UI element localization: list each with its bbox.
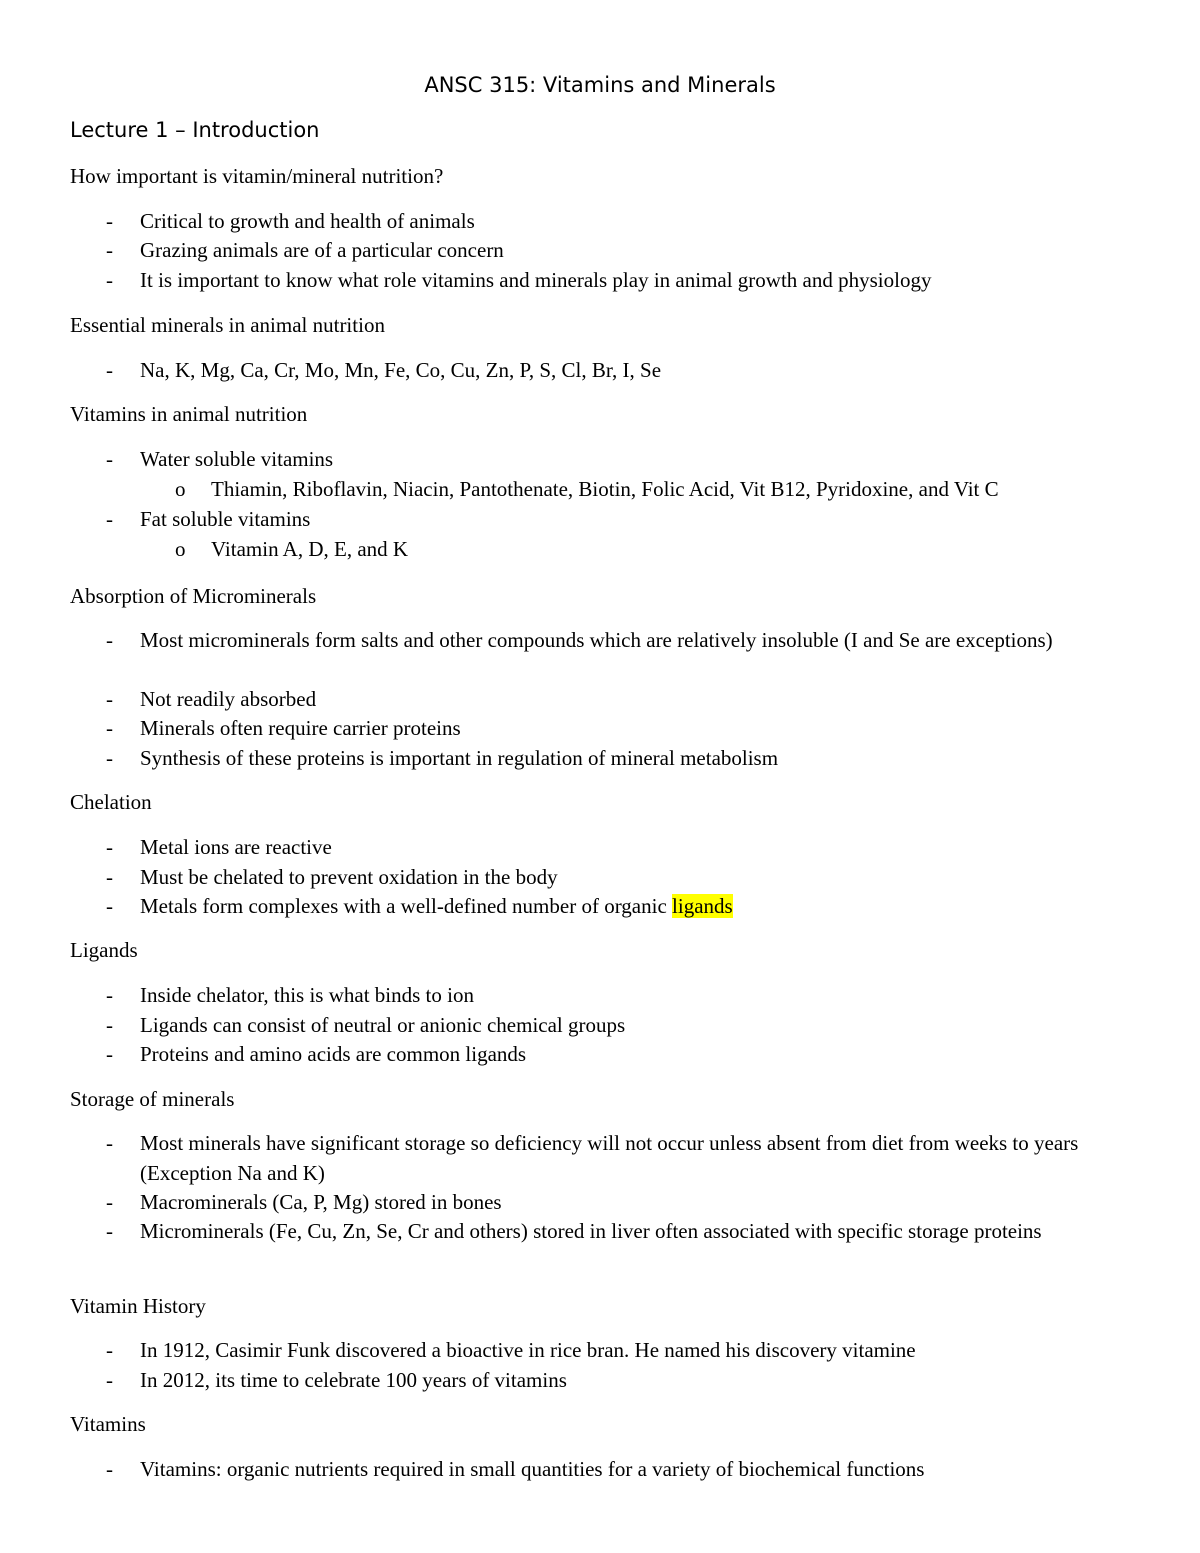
circle-marker: o bbox=[175, 537, 186, 561]
dash-marker: - bbox=[106, 746, 113, 770]
dash-marker: - bbox=[106, 447, 113, 471]
dash-marker: - bbox=[106, 1131, 113, 1155]
dash-marker: - bbox=[106, 1368, 113, 1392]
dash-marker: - bbox=[106, 238, 113, 262]
list-item: - Most microminerals form salts and other compounds which are relatively insoluble (I and Se are exceptions) bbox=[106, 626, 1116, 656]
list-item: - Microminerals (Fe, Cu, Zn, Se, Cr and others) stored in liver often associated with specific storage proteins bbox=[106, 1217, 1116, 1247]
list-item: - Critical to growth and health of animals bbox=[106, 207, 1116, 237]
list-item: - Most minerals have significant storage so deficiency will not occur unless absent from diet from weeks to years (Exception Na and K) bbox=[106, 1131, 1079, 1185]
list-item: - Proteins and amino acids are common ligands bbox=[106, 1040, 1116, 1070]
section-heading-absorption: Absorption of Microminerals bbox=[70, 584, 317, 608]
list-item: - In 2012, its time to celebrate 100 years of vitamins bbox=[106, 1366, 1116, 1396]
list-item: - Not readily absorbed bbox=[106, 685, 1116, 715]
list-item: - Metals form complexes with a well-defined number of organic ligands bbox=[106, 892, 1116, 922]
dash-marker: - bbox=[106, 1338, 113, 1362]
list-item: - Inside chelator, this is what binds to ion bbox=[106, 981, 1116, 1011]
sub-list-item: o Vitamin A, D, E, and K bbox=[175, 535, 1135, 565]
dash-marker: - bbox=[106, 209, 113, 233]
dash-marker: - bbox=[106, 628, 113, 652]
list-item: - Water soluble vitamins bbox=[106, 445, 1116, 475]
list-item: - Na, K, Mg, Ca, Cr, Mo, Mn, Fe, Co, Cu, Zn, P, S, Cl, Br, I, Se bbox=[106, 356, 1116, 386]
dash-marker: - bbox=[106, 835, 113, 859]
section-heading-vitamins: Vitamins bbox=[70, 1412, 146, 1436]
dash-marker: - bbox=[106, 1042, 113, 1066]
list-item: - In 1912, Casimir Funk discovered a bioactive in rice bran. He named his discovery vitamine bbox=[106, 1336, 1116, 1366]
dash-marker: - bbox=[106, 1219, 113, 1243]
circle-marker: o bbox=[175, 477, 186, 501]
section-heading-ligands: Ligands bbox=[70, 938, 138, 962]
section-heading-storage: Storage of minerals bbox=[70, 1087, 235, 1111]
section-heading-history: Vitamin History bbox=[70, 1294, 206, 1318]
section-heading-vitamins-nutrition: Vitamins in animal nutrition bbox=[70, 402, 308, 426]
dash-marker: - bbox=[106, 507, 113, 531]
lecture-heading: Lecture 1 – Introduction bbox=[70, 118, 320, 142]
list-item: - Metal ions are reactive bbox=[106, 833, 1116, 863]
list-item: - Must be chelated to prevent oxidation in the body bbox=[106, 863, 1116, 893]
dash-marker: - bbox=[106, 687, 113, 711]
dash-marker: - bbox=[106, 983, 113, 1007]
dash-marker: - bbox=[106, 716, 113, 740]
list-item: - Fat soluble vitamins bbox=[106, 505, 1116, 535]
dash-marker: - bbox=[106, 268, 113, 292]
dash-marker: - bbox=[106, 865, 113, 889]
section-heading-chelation: Chelation bbox=[70, 790, 152, 814]
dash-marker: - bbox=[106, 1013, 113, 1037]
dash-marker: - bbox=[106, 358, 113, 382]
list-item: - Minerals often require carrier proteins bbox=[106, 714, 1116, 744]
list-item: - Synthesis of these proteins is important in regulation of mineral metabolism bbox=[106, 744, 1116, 774]
document-title: ANSC 315: Vitamins and Minerals bbox=[424, 73, 776, 97]
list-item: - Macrominerals (Ca, P, Mg) stored in bones bbox=[106, 1188, 1116, 1218]
list-item: - It is important to know what role vitamins and minerals play in animal growth and physiology bbox=[106, 266, 1116, 296]
dash-marker: - bbox=[106, 1190, 113, 1214]
list-item: - Vitamins: organic nutrients required in small quantities for a variety of biochemical functions bbox=[106, 1455, 1116, 1485]
highlighted-term: ligands bbox=[672, 894, 733, 918]
sub-list-item: o Thiamin, Riboflavin, Niacin, Pantothenate, Biotin, Folic Acid, Vit B12, Pyridoxine, and Vit C bbox=[175, 475, 1135, 505]
list-item: - Ligands can consist of neutral or anionic chemical groups bbox=[106, 1011, 1116, 1041]
section-heading-essential-minerals: Essential minerals in animal nutrition bbox=[70, 313, 385, 337]
section-heading-importance: How important is vitamin/mineral nutrition? bbox=[70, 164, 444, 188]
dash-marker: - bbox=[106, 894, 113, 918]
list-item: - Grazing animals are of a particular concern bbox=[106, 236, 1116, 266]
dash-marker: - bbox=[106, 1457, 113, 1481]
